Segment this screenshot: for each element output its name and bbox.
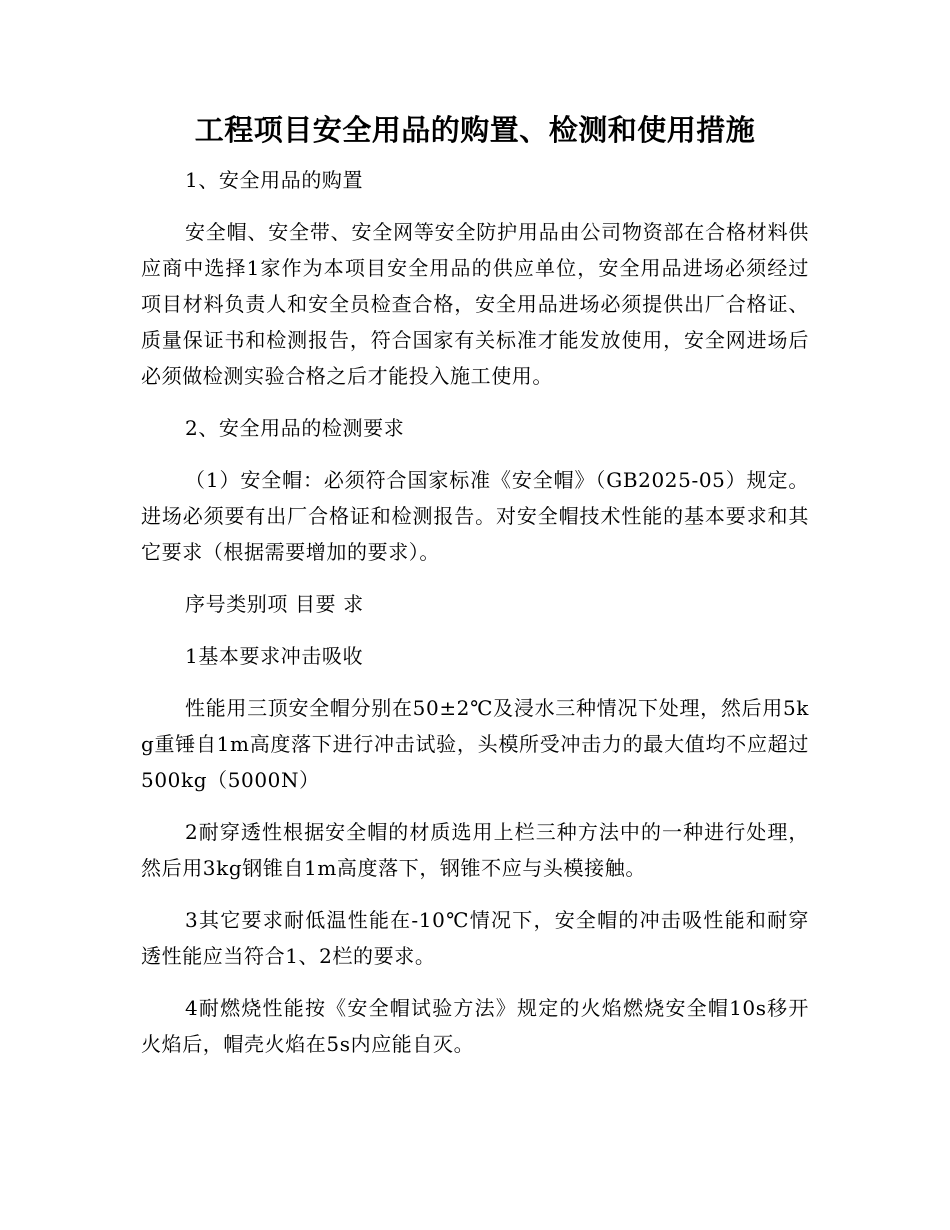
item-4-flame-resistance: 4耐燃烧性能按《安全帽试验方法》规定的火焰燃烧安全帽10s移开火焰后，帽壳火焰在5s内应能自灭。 xyxy=(141,996,809,1056)
item-1-line: 1基本要求冲击吸收 xyxy=(185,644,364,668)
document-page xyxy=(141,110,809,1078)
table-header-line: 序号类别项 目要 求 xyxy=(185,592,364,616)
item-1-detail: 性能用三顶安全帽分别在50±2℃及浸水三种情况下处理，然后用5kg重锤自1m高度落下进行冲击试验，头模所受冲击力的最大值均不应超过500kg（5000N） xyxy=(141,696,809,792)
item-3-low-temperature: 3其它要求耐低温性能在-10℃情况下，安全帽的冲击吸性能和耐穿透性能应当符合1、2栏的要求。 xyxy=(141,908,809,968)
paragraph-helmet-standard: （1）安全帽：必须符合国家标准《安全帽》（GB2025-05）规定。进场必须要有出厂合格证和检测报告。对安全帽技术性能的基本要求和其它要求（根据需要增加的要求）。 xyxy=(141,468,809,564)
document-title: 工程项目安全用品的购置、检测和使用措施 xyxy=(194,113,756,147)
item-2-penetration: 2耐穿透性根据安全帽的材质选用上栏三种方法中的一种进行处理，然后用3kg钢锥自1m高度落下，钢锥不应与头模接触。 xyxy=(141,820,809,880)
paragraph-purchase-body: 安全帽、安全带、安全网等安全防护用品由公司物资部在合格材料供应商中选择1家作为本项目安全用品的供应单位，安全用品进场必须经过项目材料负责人和安全员检查合格，安全用品进场必须提供出厂合格证、质量保证书和检测报告，符合国家有关标准才能发放使用，安全网进场后必须做检测实验合格之后才能投入施工使用。 xyxy=(141,220,809,388)
section-heading-inspection: 2、安全用品的检测要求 xyxy=(185,416,405,440)
section-heading-purchase: 1、安全用品的购置 xyxy=(185,168,364,192)
